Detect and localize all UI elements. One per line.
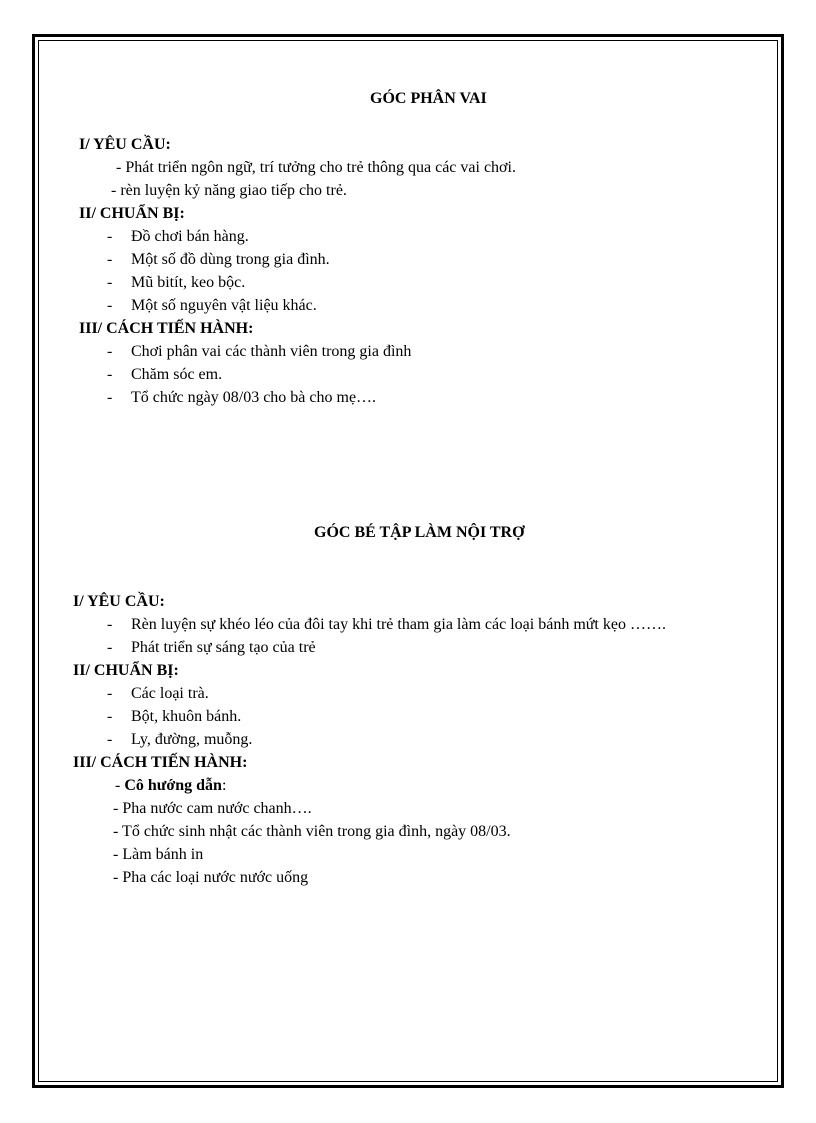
section1-preparation-item: - Mũ bitít, keo bộc. [107, 274, 246, 291]
section1-procedure-item: - Chơi phân vai các thành viên trong gia đình [107, 343, 412, 360]
section1-procedure-item: - Chăm sóc em. [107, 366, 223, 383]
section1-preparation-item: - Một số nguyên vật liệu khác. [107, 297, 317, 314]
section2-requirement-item: - Phát triển sự sáng tạo của trẻ [107, 639, 316, 656]
section1-requirement-item: - Phát triển ngôn ngữ, trí tưởng cho trẻ thông qua các vai chơi. [116, 159, 516, 176]
section2-procedure-item: - Làm bánh in [113, 846, 204, 863]
section2-preparation-item: - Ly, đường, muỗng. [107, 731, 253, 748]
section2-procedure-heading: III/ CÁCH TIẾN HÀNH: [73, 754, 248, 771]
section2-procedure-lead: - Cô hướng dẫn: [115, 777, 227, 794]
section2-requirements-heading: I/ YÊU CẦU: [73, 593, 165, 610]
section2-procedure-item: - Pha nước cam nước chanh…. [113, 800, 312, 817]
section1-requirement-item: - rèn luyện kỷ năng giao tiếp cho trẻ. [111, 182, 347, 199]
section1-preparation-heading: II/ CHUẨN BỊ: [79, 205, 185, 222]
section1-procedure-item: - Tổ chức ngày 08/03 cho bà cho mẹ…. [107, 389, 377, 406]
section2-procedure-item: - Tổ chức sinh nhật các thành viên trong gia đình, ngày 08/03. [113, 823, 511, 840]
section1-requirements-heading: I/ YÊU CẦU: [79, 136, 171, 153]
section2-preparation-item: - Bột, khuôn bánh. [107, 708, 242, 725]
section1-procedure-heading: III/ CÁCH TIẾN HÀNH: [79, 320, 254, 337]
section2-procedure-item: - Pha các loại nước nước uống [113, 869, 309, 886]
section2-requirement-item: - Rèn luyện sự khéo léo của đôi tay khi trẻ tham gia làm các loại bánh mứt kẹo ……. [107, 616, 666, 633]
section1-preparation-item: - Đồ chơi bán hàng. [107, 228, 249, 245]
section2-preparation-item: - Các loại trà. [107, 685, 209, 702]
section2-title: GÓC BÉ TẬP LÀM NỘI TRỢ [314, 524, 525, 541]
section1-title: GÓC PHÂN VAI [370, 90, 487, 107]
section1-preparation-item: - Một số đồ dùng trong gia đình. [107, 251, 330, 268]
section2-preparation-heading: II/ CHUẨN BỊ: [73, 662, 179, 679]
